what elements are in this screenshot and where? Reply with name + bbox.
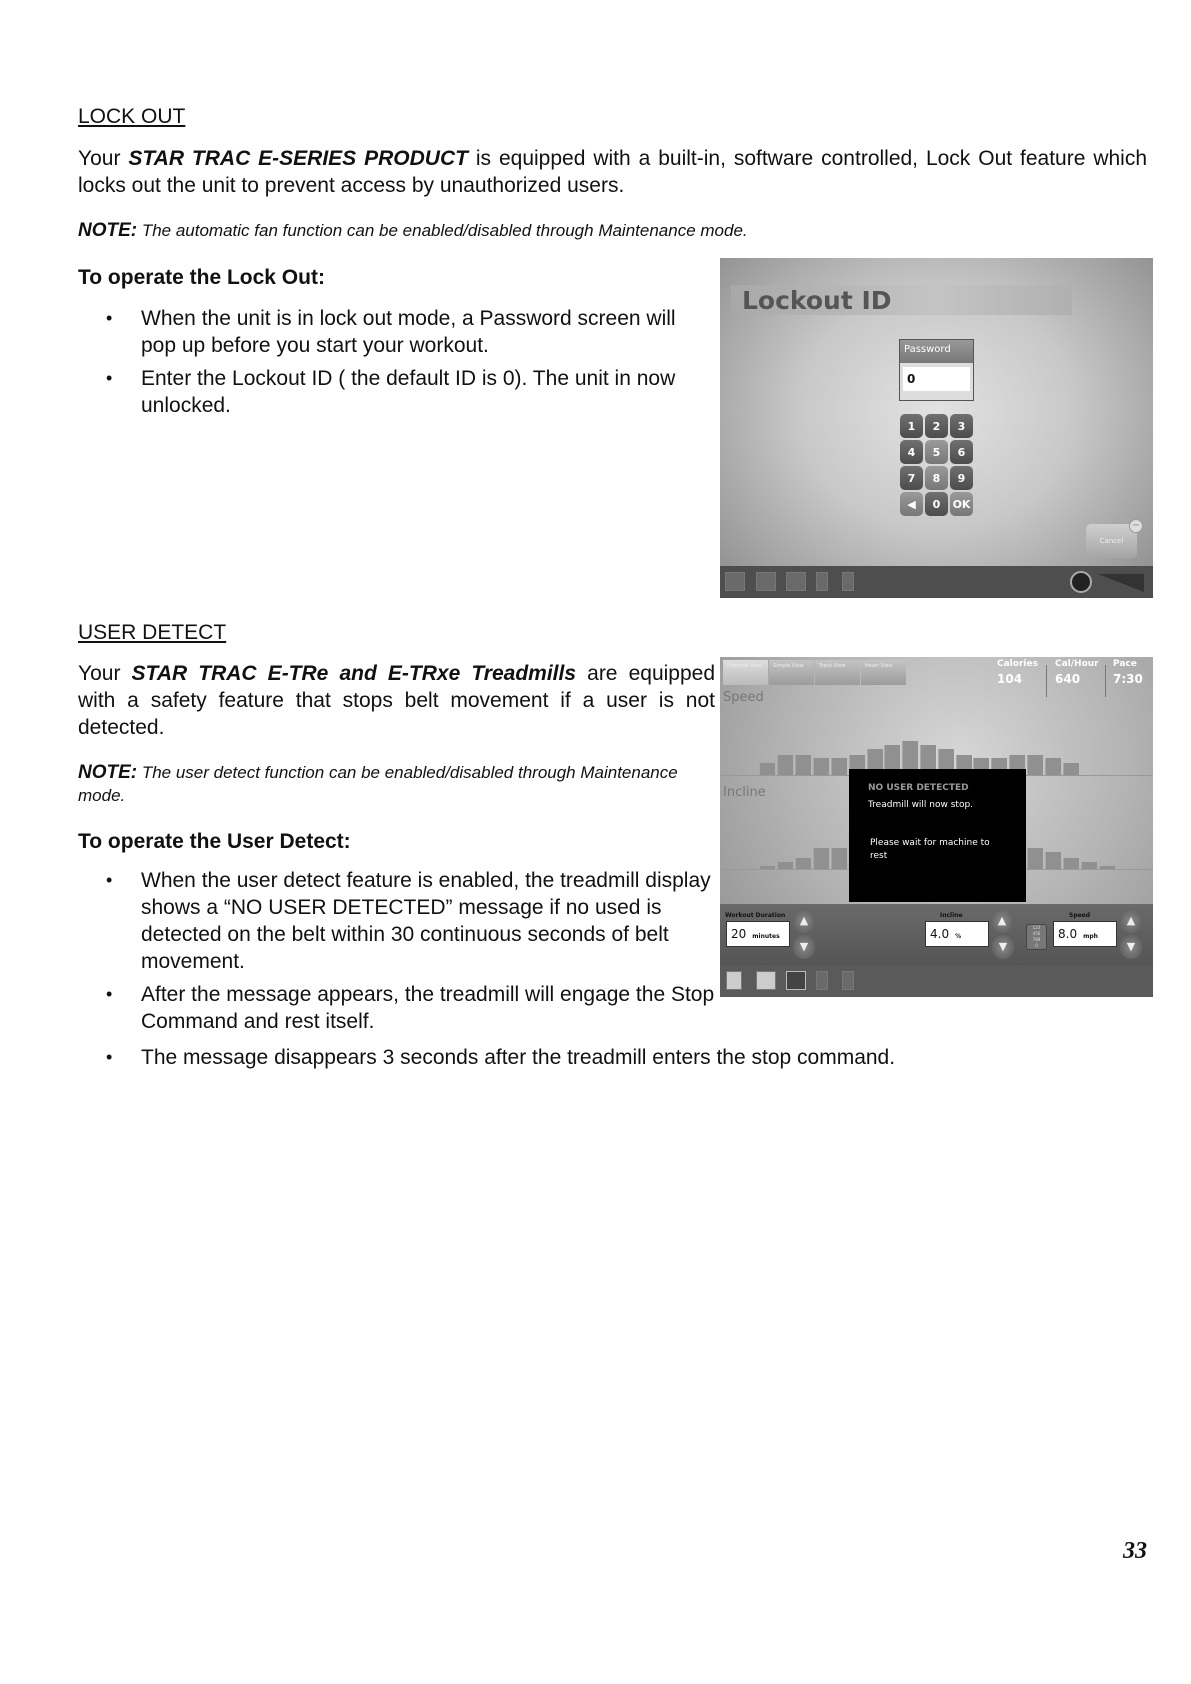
userdetect-heading: USER DETECT — [78, 621, 227, 644]
userdetect-bullet: After the message appears, the treadmill will engage the Stop Command and rest itself. — [141, 983, 715, 1033]
key-6[interactable]: 6 — [950, 440, 973, 464]
no-user-detected-dialog — [849, 769, 1026, 902]
keypad-icon[interactable] — [756, 971, 776, 990]
key-5[interactable]: 5 — [925, 440, 948, 464]
key-4[interactable]: 4 — [900, 440, 923, 464]
popup-line1: Treadmill will now stop. — [868, 800, 974, 810]
backspace-key[interactable]: ◀ — [900, 492, 923, 516]
key-3[interactable]: 3 — [950, 414, 973, 438]
keypad-icon[interactable]: 123 456 789 0 — [1026, 924, 1047, 950]
key-9[interactable]: 9 — [950, 466, 973, 490]
bullet-icon: • — [106, 870, 113, 890]
speaker-icon[interactable] — [1070, 571, 1092, 593]
incline-down-button[interactable]: ▼ — [992, 935, 1014, 959]
pen-icon[interactable] — [842, 572, 854, 591]
tab-heart-view[interactable]: Heart View — [861, 660, 906, 685]
stat-pace: Pace 7:30 — [1113, 659, 1143, 686]
incline-graph-label: Incline — [723, 785, 766, 800]
screen-title: Lockout ID — [742, 286, 892, 315]
incline-up-button[interactable]: ▲ — [991, 909, 1013, 933]
user-detect-screenshot — [720, 657, 1153, 997]
control-bar — [720, 904, 1153, 965]
speed-down-button[interactable]: ▼ — [1120, 935, 1142, 959]
keypad — [899, 413, 974, 517]
key-1[interactable]: 1 — [900, 414, 923, 438]
volume-slider[interactable] — [1098, 574, 1144, 592]
bullet-icon: • — [106, 1047, 113, 1067]
popup-line2: Please wait for machine to rest — [870, 838, 990, 861]
key-7[interactable]: 7 — [900, 466, 923, 490]
cancel-button[interactable]: Cancel — [1086, 524, 1137, 558]
speed-label: Speed — [1069, 912, 1091, 919]
userdetect-note: NOTE: The user detect function can be enabled/disabled through Maintenance mode. — [78, 762, 678, 805]
lockout-subheading: To operate the Lock Out: — [78, 266, 325, 289]
speed-field[interactable]: 8.0 mph — [1053, 921, 1117, 947]
media-player-icon[interactable] — [816, 971, 828, 990]
userdetect-paragraph: Your STAR TRAC E-TRe and E-TRxe Treadmills are equipped with a safety feature that stops belt movement if a user is not detected. — [78, 662, 716, 739]
lockout-bullet: Enter the Lockout ID ( the default ID is 0). The unit in now unlocked. — [141, 367, 676, 417]
stat-cal-hour: Cal/Hour 640 — [1055, 659, 1099, 686]
keypad-icon[interactable] — [756, 572, 776, 591]
tab-simple-view[interactable]: Simple View — [769, 660, 814, 685]
key-2[interactable]: 2 — [925, 414, 948, 438]
bullet-icon: • — [106, 308, 113, 328]
incline-field[interactable]: 4.0 % — [925, 921, 989, 947]
userdetect-subheading: To operate the User Detect: — [78, 830, 351, 853]
stat-calories: Calories 104 — [997, 659, 1038, 686]
home-icon[interactable] — [726, 971, 742, 990]
minus-icon: − — [1129, 519, 1143, 533]
key-8[interactable]: 8 — [925, 466, 948, 490]
tv-icon[interactable] — [786, 971, 806, 990]
bottom-nav — [720, 566, 1153, 598]
lockout-paragraph: Your STAR TRAC E-SERIES PRODUCT is equipped with a built-in, software controlled, Lock Out feature which locks out the unit to prevent access by unauthorized users. — [78, 147, 1148, 197]
tab-progress-view[interactable]: Progress View — [723, 660, 768, 685]
userdetect-bullet: When the user detect feature is enabled, the treadmill display shows a “NO USER DETECTED” message if no used is detected on the belt within 30 continuous seconds of belt movement. — [141, 869, 711, 973]
lockout-heading: LOCK OUT — [78, 105, 186, 128]
duration-down-button[interactable]: ▼ — [793, 935, 815, 959]
duration-field[interactable]: 20 minutes — [726, 921, 790, 947]
duration-up-button[interactable]: ▲ — [793, 909, 815, 933]
ok-key[interactable]: OK — [950, 492, 973, 516]
divider — [1046, 665, 1047, 697]
password-label: Password — [900, 340, 973, 363]
pen-icon[interactable] — [842, 971, 854, 990]
popup-title: NO USER DETECTED — [868, 783, 969, 793]
media-player-icon[interactable] — [816, 572, 828, 591]
duration-label: Workout Duration — [725, 912, 786, 919]
password-input[interactable]: 0 — [903, 367, 970, 391]
userdetect-bullet: The message disappears 3 seconds after the treadmill enters the stop command. — [141, 1046, 896, 1069]
password-dialog — [899, 339, 974, 401]
lockout-bullet: When the unit is in lock out mode, a Password screen will pop up before you start your workout. — [141, 307, 676, 357]
speed-up-button[interactable]: ▲ — [1120, 909, 1142, 933]
page-number: 33 — [1123, 1538, 1147, 1564]
home-icon[interactable] — [725, 572, 745, 591]
bullet-icon: • — [106, 368, 113, 388]
tv-icon[interactable] — [786, 572, 806, 591]
lockout-note: NOTE: The automatic fan function can be enabled/disabled through Maintenance mode. — [78, 220, 748, 241]
bullet-icon: • — [106, 984, 113, 1004]
divider — [1105, 665, 1106, 697]
key-0[interactable]: 0 — [925, 492, 948, 516]
speed-graph-label: Speed — [723, 690, 764, 705]
tab-track-view[interactable]: Track View — [815, 660, 860, 685]
incline-label: Incline — [940, 912, 963, 919]
lockout-screenshot — [720, 258, 1153, 598]
bottom-nav — [720, 965, 1153, 997]
